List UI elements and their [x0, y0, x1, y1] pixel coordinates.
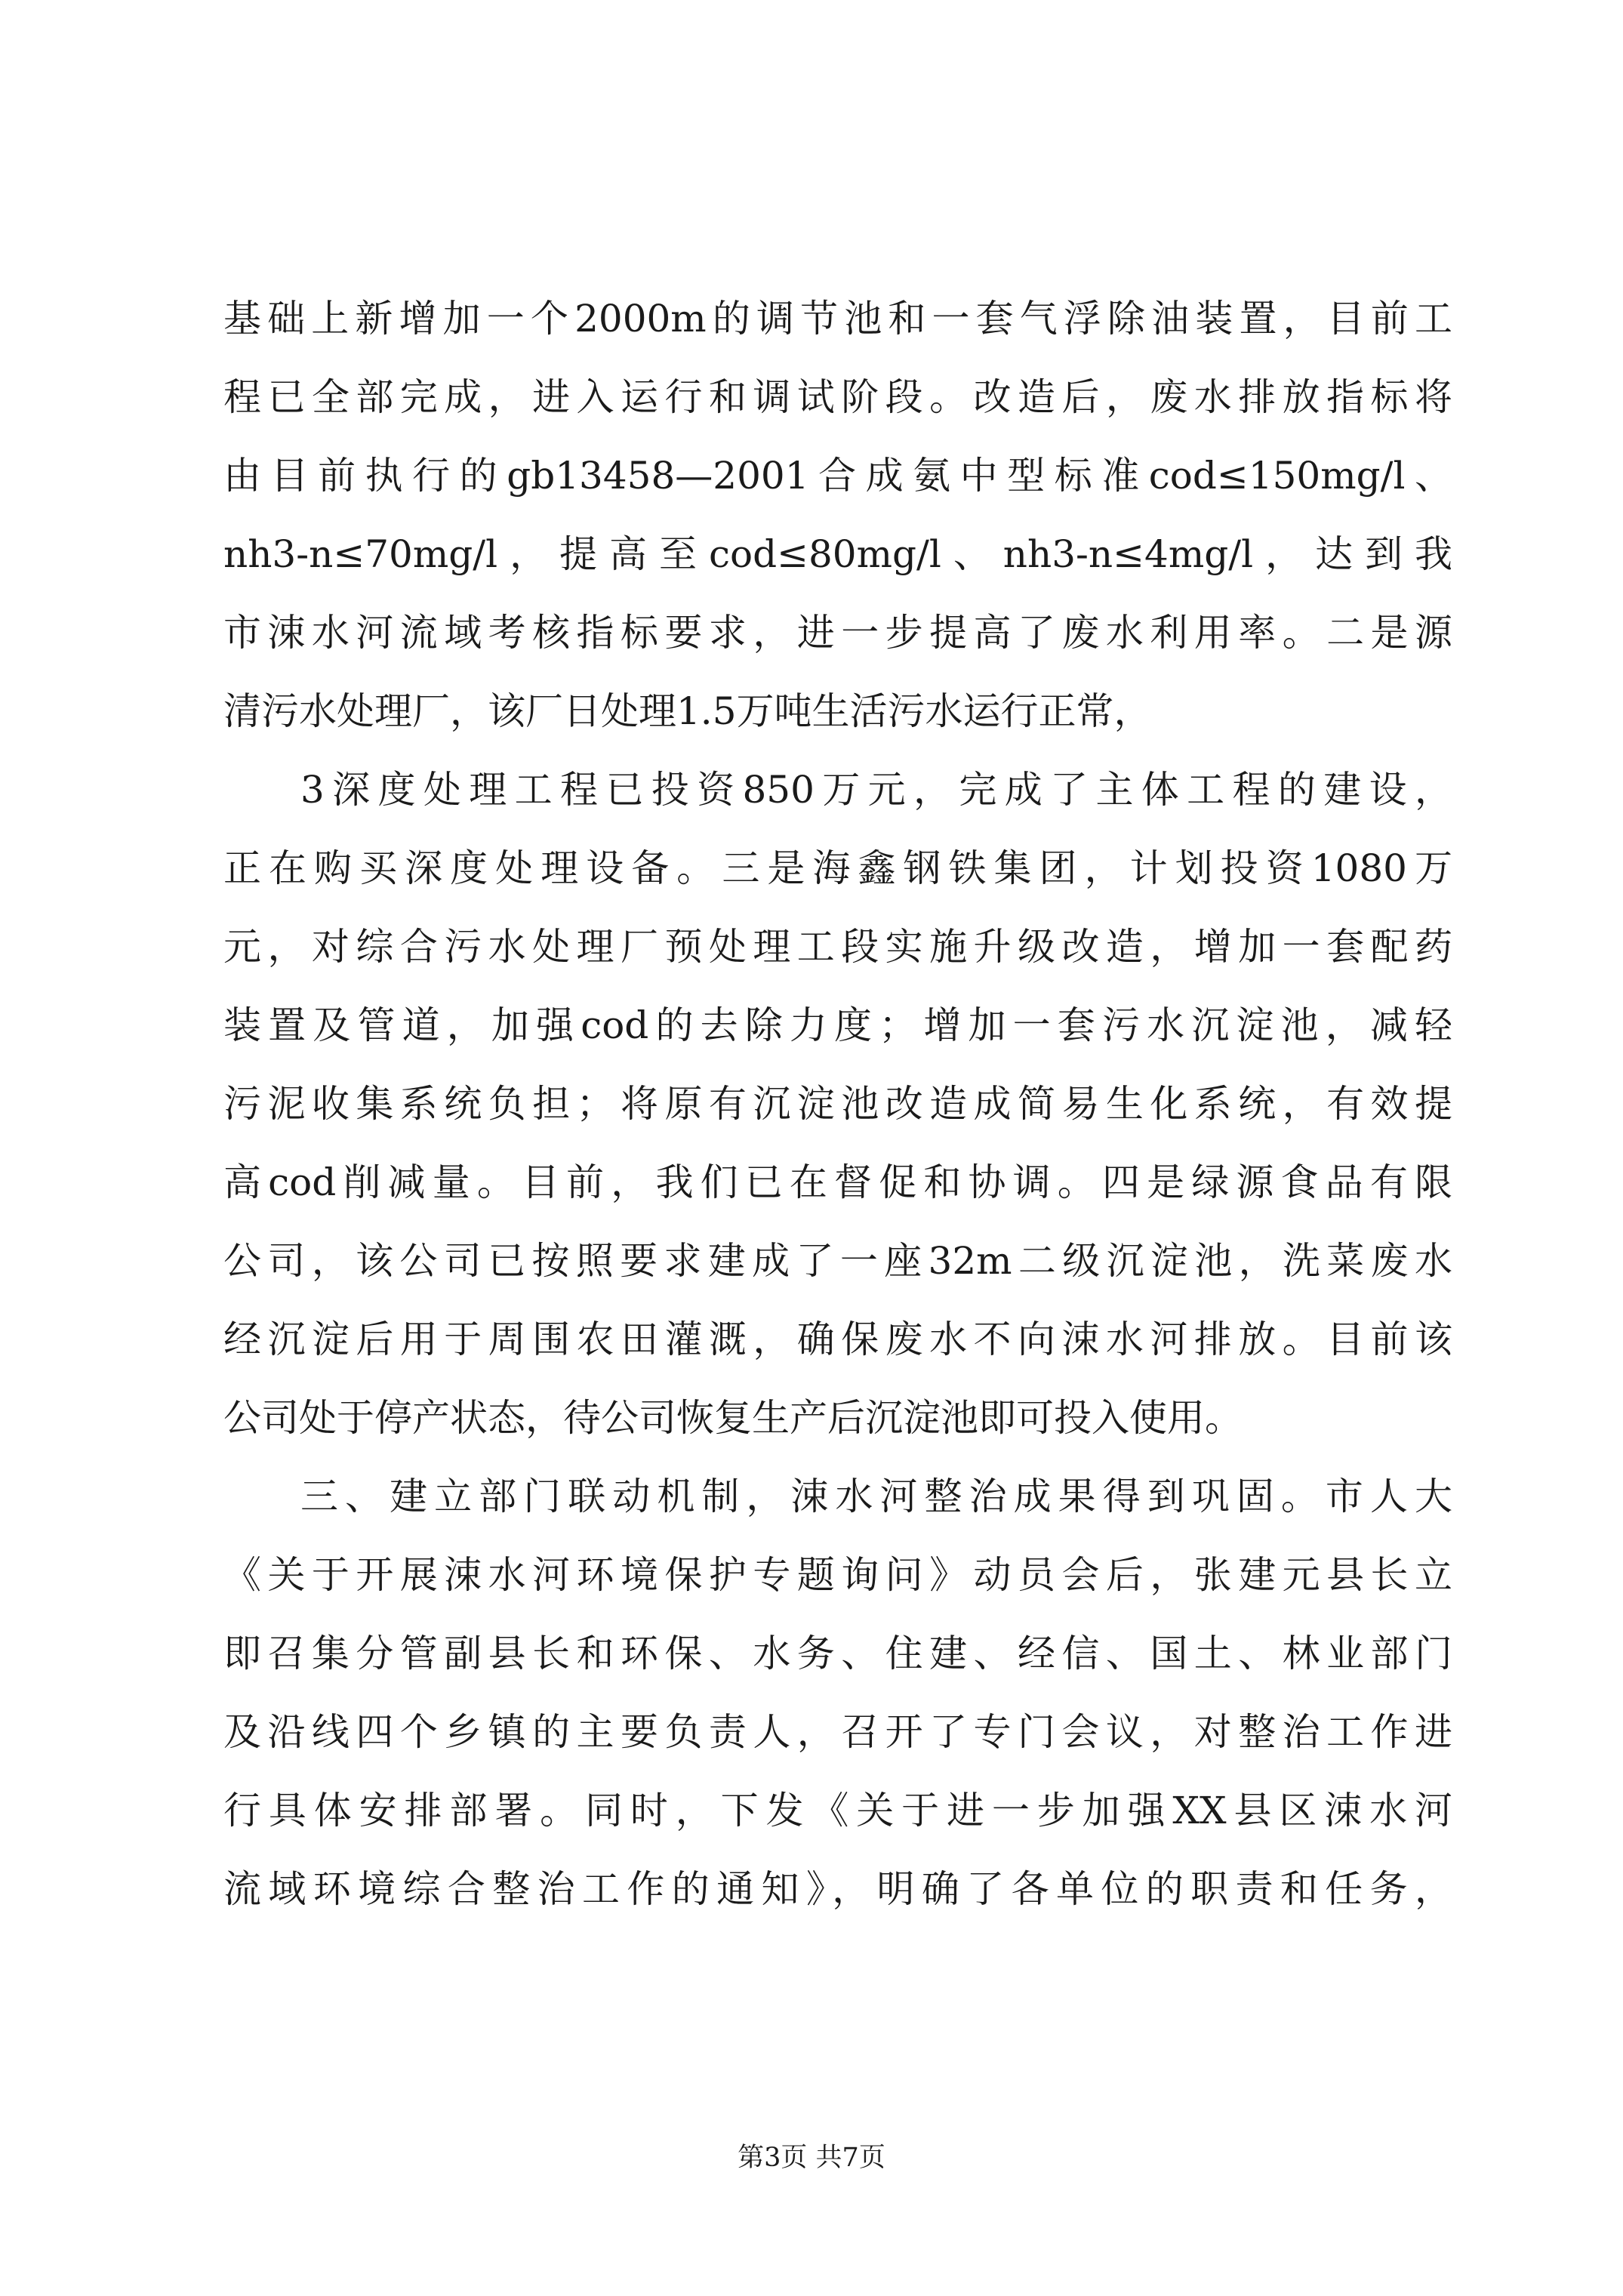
text-line: 市涑水河流域考核指标要求，进一步提高了废水利用率。二是源 — [223, 611, 1452, 655]
page-number-footer: 第3页 共7页 — [738, 2143, 885, 2173]
text-line: 程已全部完成，进入运行和调试阶段。改造后，废水排放指标将 — [223, 375, 1452, 419]
text-line: 《关于开展涑水河环境保护专题询问》动员会后，张建元县长立 — [223, 1553, 1452, 1597]
text-line: 三、建立部门联动机制，涑水河整治成果得到巩固。市人大 — [300, 1475, 1452, 1518]
text-line: 公司，该公司已按照要求建成了一座32m二级沉淀池，洗菜废水 — [223, 1239, 1452, 1283]
text-line: 污泥收集系统负担；将原有沉淀池改造成简易生化系统，有效提 — [223, 1082, 1452, 1126]
text-line: 及沿线四个乡镇的主要负责人，召开了专门会议，对整治工作进 — [223, 1710, 1452, 1754]
text-line: 流域环境综合整治工作的通知》，明确了各单位的职责和任务， — [223, 1867, 1452, 1911]
text-line: 经沉淀后用于周围农田灌溉，确保废水不向涑水河排放。目前该 — [223, 1318, 1452, 1361]
text-line: 即召集分管副县长和环保、水务、住建、经信、国土、林业部门 — [223, 1632, 1452, 1675]
text-line: 行具体安排部署。同时，下发《关于进一步加强XX县区涑水河 — [223, 1789, 1452, 1832]
text-line: 基础上新增加一个2000m的调节池和一套气浮除油装置，目前工 — [223, 297, 1452, 341]
text-line: 正在购买深度处理设备。三是海鑫钢铁集团，计划投资1080万 — [223, 846, 1452, 890]
text-line: 清污水处理厂，该厂日处理1.5万吨生活污水运行正常， — [223, 689, 1152, 733]
text-line: 元，对综合污水处理厂预处理工段实施升级改造，增加一套配药 — [223, 925, 1452, 969]
text-line: 公司处于停产状态，待公司恢复生产后沉淀池即可投入使用。 — [223, 1396, 1243, 1440]
text-line: nh3-n≤70mg/l，提高至cod≤80mg/l、nh3-n≤4mg/l，达到我 — [223, 532, 1452, 576]
text-line: 由目前执行的gb13458—2001合成氨中型标准cod≤150mg/l、 — [223, 454, 1452, 498]
text-line: 高cod削减量。目前，我们已在督促和协调。四是绿源食品有限 — [223, 1160, 1452, 1204]
text-line: 3深度处理工程已投资850万元，完成了主体工程的建设， — [300, 768, 1452, 812]
text-line: 装置及管道，加强cod的去除力度；增加一套污水沉淀池，减轻 — [223, 1003, 1452, 1047]
